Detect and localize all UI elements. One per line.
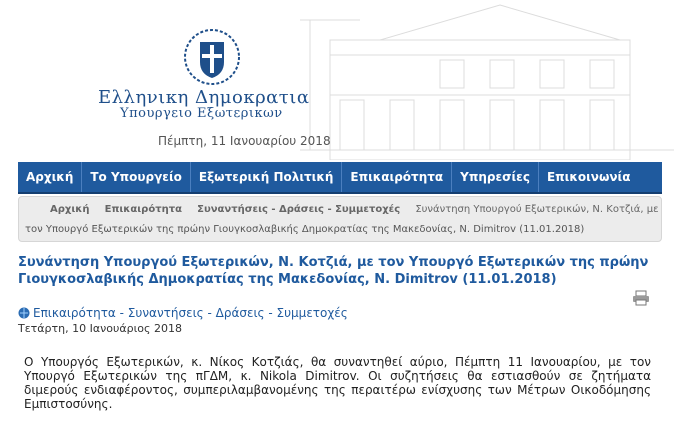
site-subtitle: Υπουργειο Εξωτερικων	[120, 106, 283, 121]
header-date: Πέμπτη, 11 Ιανουαρίου 2018	[158, 134, 331, 148]
breadcrumb-news[interactable]: Επικαιρότητα	[104, 204, 182, 215]
breadcrumb-current-part2: τον Υπουργό Εξωτερικών της πρώην Γιουγκοσλαβικής Δημοκρατίας της Μακεδονίας, N. Dimitrov (11.01.2018)	[25, 224, 585, 235]
coat-of-arms-emblem	[183, 28, 241, 86]
breadcrumb-current-part1: Συνάντηση Υπουργού Εξωτερικών, Ν. Κοτζιά, με	[415, 204, 659, 215]
category-link[interactable]: Επικαιρότητα	[33, 306, 116, 320]
article-body: Ο Υπουργός Εξωτερικών, κ. Νίκος Κοτζιάς, θα συναντηθεί αύριο, Πέμπτη 11 Ιανουαρίου, με τον Υπουργό Εξωτερικών της πΓΔΜ, κ. Nikola Dimitrov. Οι συζητήσεις θα εστιασθούν σε ζητήματα διμερούς ενδιαφέροντος, συμπεριλαμβανομένης της περαιτέρω ενίσχυσης των Μέτρων Οικοδόμησης Εμπιστοσύνης.	[24, 355, 651, 411]
nav-foreign-policy[interactable]: Εξωτερική Πολιτική	[191, 162, 343, 192]
site-header	[0, 0, 674, 160]
article-date: Τετάρτη, 10 Ιανουάριος 2018	[18, 322, 182, 335]
nav-ministry[interactable]: Το Υπουργείο	[82, 162, 191, 192]
building-illustration	[300, 0, 674, 160]
category-subpath[interactable]: - Συναντήσεις - Δράσεις - Συμμετοχές	[115, 306, 348, 320]
nav-news[interactable]: Επικαιρότητα	[342, 162, 452, 192]
article-category	[18, 306, 348, 320]
site-title: Ελληνικη Δημοκρατια	[98, 87, 310, 108]
nav-services[interactable]: Υπηρεσίες	[452, 162, 539, 192]
printer-icon[interactable]	[632, 290, 650, 306]
breadcrumb-home[interactable]: Αρχική	[50, 204, 90, 215]
nav-home[interactable]: Αρχική	[18, 162, 82, 192]
nav-contact[interactable]: Επικοινωνία	[546, 170, 631, 184]
globe-icon	[18, 307, 30, 319]
breadcrumb-meetings[interactable]: Συναντήσεις - Δράσεις - Συμμετοχές	[197, 204, 401, 215]
breadcrumb	[18, 196, 662, 242]
article-title: Συνάντηση Υπουργού Εξωτερικών, Ν. Κοτζιά, με τον Υπουργό Εξωτερικών της πρώην Γιουγκοσλαβικής Δημοκρατίας της Μακεδονίας, N. Dimitrov (11.01.2018)	[18, 255, 649, 287]
main-nav	[18, 162, 662, 194]
